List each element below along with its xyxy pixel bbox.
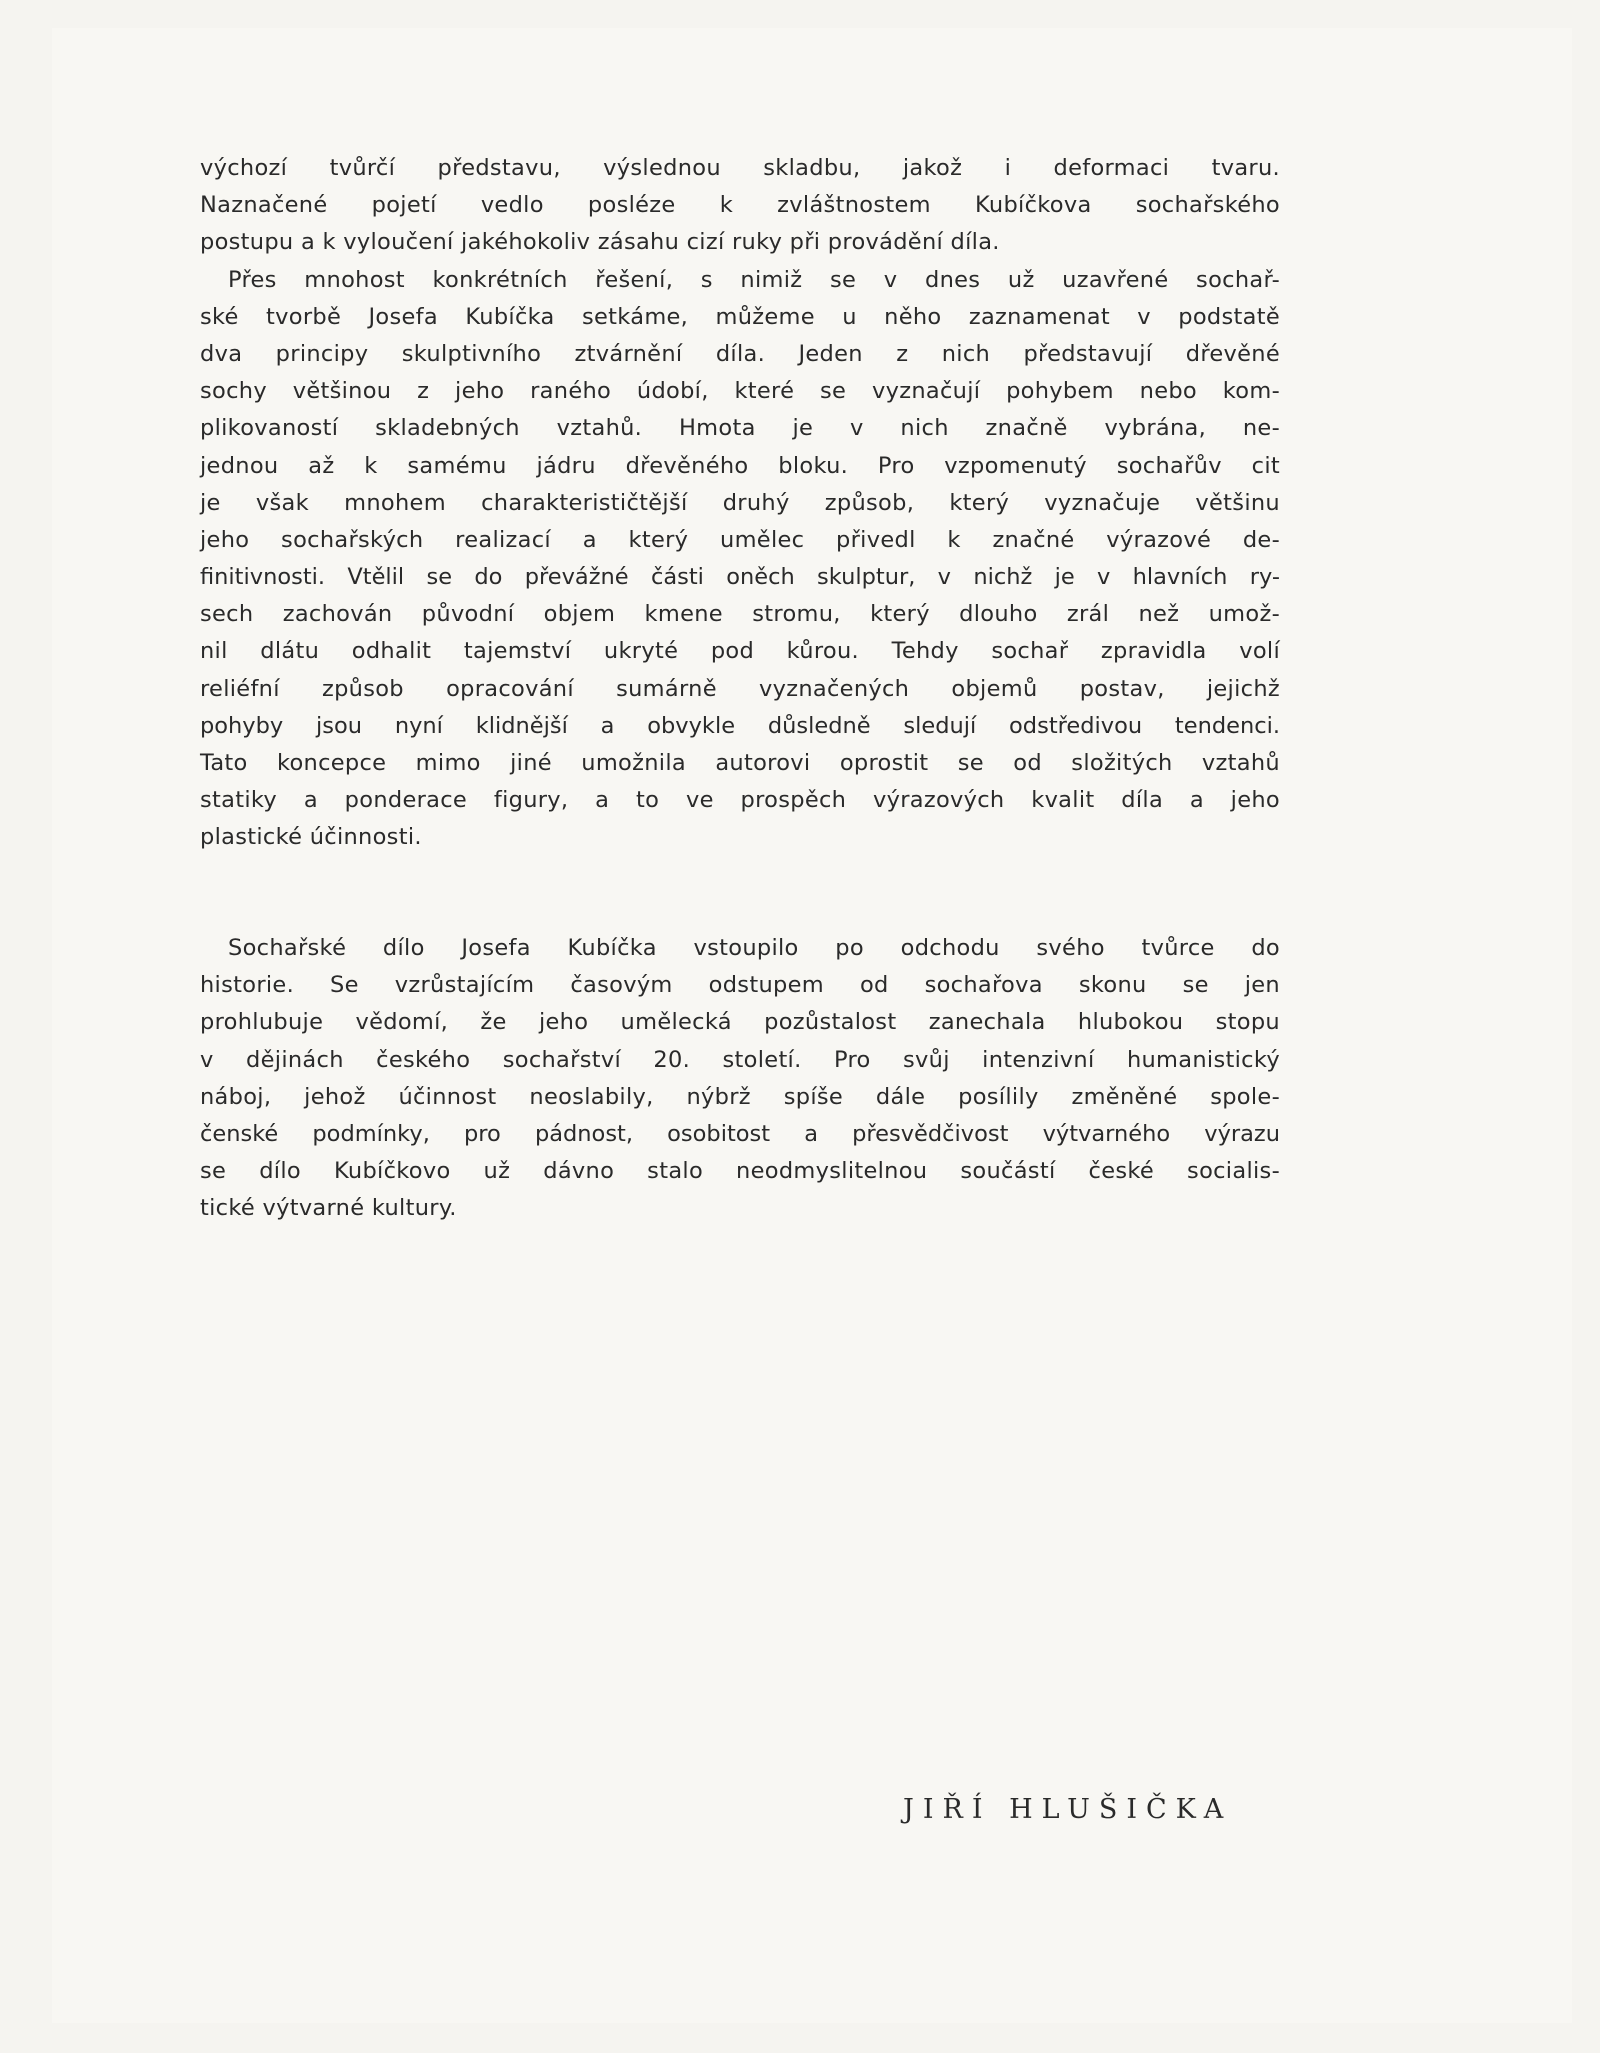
text-line: Tato koncepce mimo jiné umožnila autorovi oprostit se od složitých vztahů: [200, 750, 1280, 776]
text-line: v dějinách českého sochařství 20. století. Pro svůj intenzivní humanistický: [200, 1046, 1280, 1073]
text-line: reliéfní způsob opracování sumárně vyznačených objemů postav, jejichž: [200, 675, 1280, 702]
text-line: náboj, jehož účinnost neoslabily, nýbrž spíše dále posílily změněné spole-: [200, 1083, 1280, 1110]
text-line: dva principy skulptivního ztvárnění díla. Jeden z nich představují dřevěné: [200, 340, 1280, 367]
text-line: sochy většinou z jeho raného údobí, které se vyznačují pohybem nebo kom-: [200, 378, 1280, 405]
text-line: tické výtvarné kultury.: [200, 1195, 457, 1222]
text-line: nil dlátu odhalit tajemství ukryté pod kůrou. Tehdy sochař zpravidla volí: [200, 638, 1280, 665]
text-line: prohlubuje vědomí, že jeho umělecká pozůstalost zanechala hlubokou stopu: [200, 1009, 1280, 1036]
text-line: Přes mnohost konkrétních řešení, s nimiž se v dnes už uzavřené sochař-: [228, 266, 1280, 293]
author-signature: JIŘÍ HLUŠIČKA: [903, 1794, 1233, 1825]
text-line: statiky a ponderace figury, a to ve prospěch výrazových kvalit díla a jeho: [200, 787, 1280, 814]
text-line: pohyby jsou nyní klidnější a obvykle důsledně sledují odstředivou tendenci.: [200, 712, 1280, 739]
text-line: je však mnohem charakterističtější druhý způsob, který vyznačuje většinu: [200, 489, 1280, 516]
paragraph-2: [200, 930, 1280, 1228]
text-line: postupu a k vyloučení jakéhokoliv zásahu cizí ruky při provádění díla.: [200, 229, 1000, 256]
text-line: ské tvorbě Josefa Kubíčka setkáme, můžeme u něho zaznamenat v podstatě: [200, 303, 1280, 330]
text-line: historie. Se vzrůstajícím časovým odstupem od sochařova skonu se jen: [200, 972, 1280, 999]
text-line: čenské podmínky, pro pádnost, osobitost a přesvědčivost výtvarného výrazu: [200, 1120, 1280, 1147]
text-line: plikovaností skladebných vztahů. Hmota je v nich značně vybrána, ne-: [200, 415, 1280, 442]
text-line: se dílo Kubíčkovo už dávno stalo neodmyslitelnou součástí české socialis-: [200, 1158, 1280, 1185]
text-line: Naznačené pojetí vedlo posléze k zvláštnostem Kubíčkova sochařského: [200, 192, 1280, 219]
text-line: sech zachován původní objem kmene stromu, který dlouho zrál než umož-: [200, 601, 1280, 628]
text-line: finitivnosti. Vtělil se do převážné části oněch skulptur, v nichž je v hlavních ry-: [200, 564, 1280, 591]
text-line: jednou až k samému jádru dřevěného bloku. Pro vzpomenutý sochařův cit: [200, 452, 1280, 479]
paragraph-1: [200, 150, 1280, 857]
text-line: jeho sochařských realizací a který umělec přivedl k značné výrazové de-: [200, 526, 1280, 553]
text-line: Sochařské dílo Josefa Kubíčka vstoupilo po odchodu svého tvůrce do: [228, 935, 1280, 961]
text-line: výchozí tvůrčí představu, výslednou skladbu, jakož i deformaci tvaru.: [200, 155, 1280, 181]
text-line: plastické účinnosti.: [200, 824, 422, 851]
